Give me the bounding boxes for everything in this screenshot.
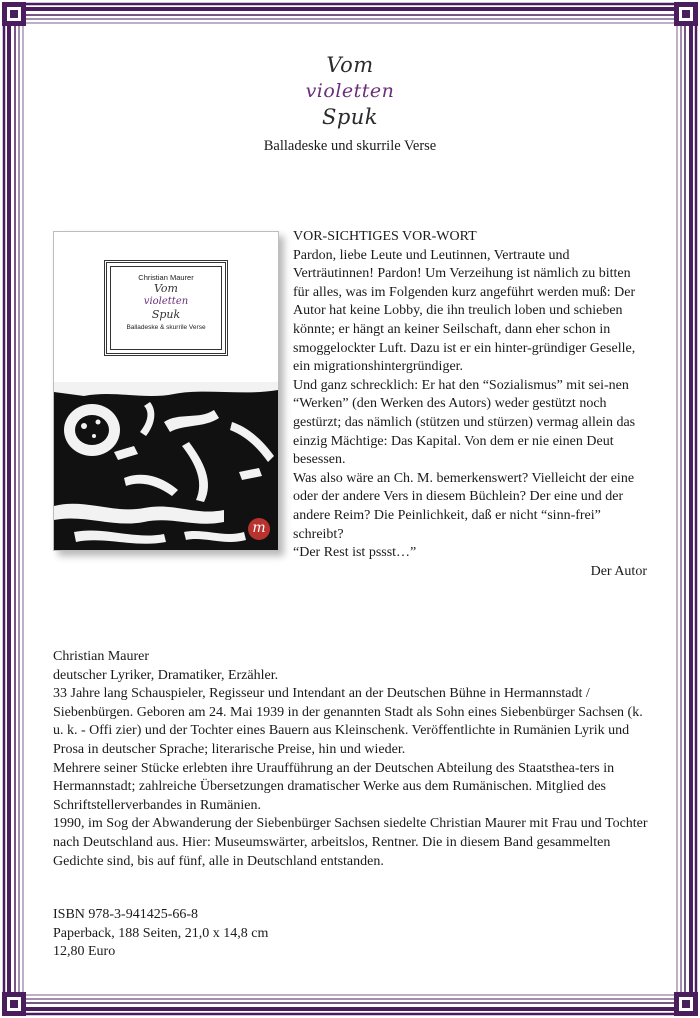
book-subtitle: Balladeske und skurrile Verse	[263, 138, 437, 154]
foreword-section	[293, 228, 647, 581]
publisher-logo: m	[248, 518, 270, 540]
foreword-paragraph: “Der Rest ist pssst…”	[293, 545, 417, 561]
format-info: Paperback, 188 Seiten, 21,0 x 14,8 cm	[53, 925, 269, 941]
author-bio-section	[53, 648, 649, 871]
foreword-paragraph: Und ganz schrecklich: Er hat den “Sozialismus” mit sei-nen “Werken” (den Werken des Autors) weder gestützt noch gestürzt; das nämlich (stützen und stürzen) vermag allein das einzig Mächtige: Das Kapital. Von dem er nie einen Deut besessen.	[293, 377, 636, 468]
bio-paragraph: 33 Jahre lang Schauspieler, Regisseur und Intendant an der Deutschen Bühne in Hermannstadt / Siebenbürgen. Geboren am 24. Mai 1939 in der genannten Stadt als Sohn eines Siebenbürger Sachsen (k. u. k. - Offi zier) und der Tochter eines Bauern aus Kleinschenk. Veröffentlichte in Rumänien Lyrik und Prosa in deutscher Sprache; literarische Preise, hin und wieder.	[53, 686, 643, 757]
book-title	[0, 52, 700, 155]
cover-subtitle: Balladeske & skurrile Verse	[126, 324, 206, 331]
title-line-3: Spuk	[321, 105, 379, 129]
foreword-signature: Der Autor	[590, 563, 647, 579]
foreword-paragraph: Pardon, liebe Leute und Leutinnen, Vertraute und Verträutinnen! Pardon! Um Verzeihung ist nämlich zu bitten für alles, was im Folgenden kurz angeführt werden muß: Der Autor hat keine Lobby, die ihn treulich loben und schieben könnte; er hängt an keiner Seilschaft, dann eher schon in smoggelockter Luft. Dazu ist er ein hinter-gründiger Geselle, ein migrationshintergründiger.	[293, 247, 636, 375]
isbn: ISBN 978-3-941425-66-8	[53, 907, 199, 922]
price: 12,80 Euro	[53, 944, 116, 960]
bio-paragraph: Mehrere seiner Stücke erlebten ihre Uraufführung an der Deutschen Abteilung des Staatsthea-ters in Hermannstadt; zahlreiche Übersetzungen dramatischer Werke aus dem Rumänischen. Mitglied des Schriftstellerverbandes in Rumänien.	[53, 760, 615, 813]
author-name: Christian Maurer	[53, 649, 150, 664]
woodcut-illustration	[54, 382, 278, 550]
cover-author: Christian Maurer	[138, 273, 194, 282]
title-line-1: Vom	[326, 53, 374, 77]
title-line-2: violetten	[305, 80, 395, 102]
cover-title-line-2: violetten	[143, 296, 189, 307]
cover-title-line-1: Vom	[154, 282, 178, 295]
foreword-heading: VOR-SICHTIGES VOR-WORT	[293, 229, 477, 244]
cover-title-line-3: Spuk	[151, 308, 181, 321]
bio-paragraph: 1990, im Sog der Abwanderung der Siebenbürger Sachsen siedelte Christian Maurer mit Frau und Tochter nach Deutschland aus. Hier: Museumswärter, arbeitslos, Rentner. Die in diesem Band gesammelten Gedichte sind, bis auf fünf, alle in Deutschland entstanden.	[53, 816, 648, 869]
cover-label	[104, 260, 228, 356]
book-cover-image	[53, 231, 279, 551]
publication-details	[53, 906, 453, 962]
author-role: deutscher Lyriker, Dramatiker, Erzähler.	[53, 667, 279, 683]
foreword-paragraph: Was also wäre an Ch. M. bemerkenswert? Vielleicht der eine oder der andere Vers in diesem Büchlein? Der eine und der andere Reim? Die Peinlichkeit, daß er nicht “sinn-frei” schreibt?	[293, 470, 635, 542]
